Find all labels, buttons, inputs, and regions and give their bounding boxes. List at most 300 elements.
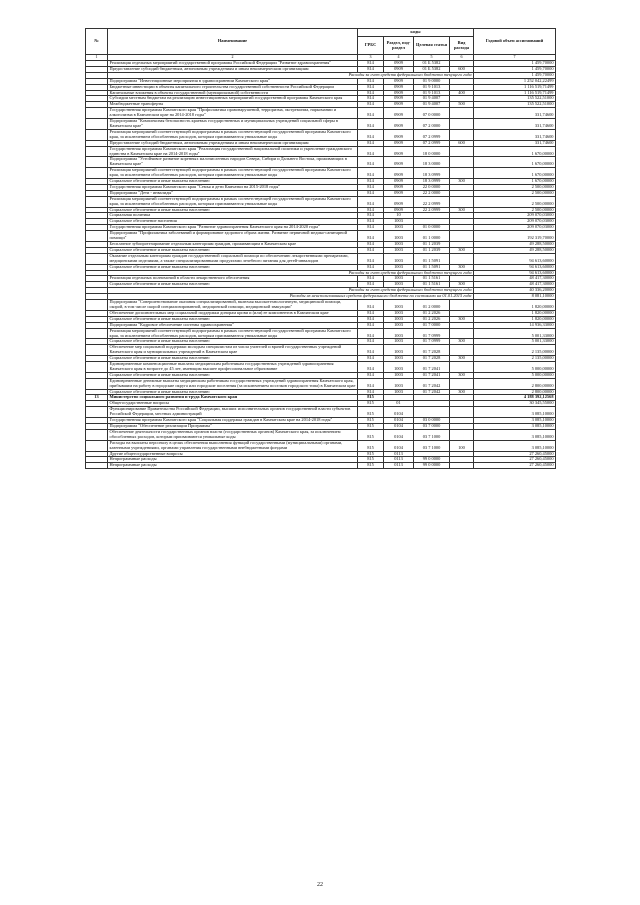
cell-vid: 300	[450, 339, 474, 345]
cell-vid	[450, 168, 474, 179]
cell-vid	[450, 157, 474, 168]
cell-name: Реализация мероприятий соответствующей подпрограммы в рамках соответствующей государственной программы Камчатского края, за исключением обособленных расходов, которым присваиваются уникальные коды	[108, 168, 358, 179]
cell-razdel: 0909	[384, 207, 414, 213]
cell-razdel: 0909	[384, 179, 414, 185]
cell-sum: 1 670,00000	[474, 179, 556, 185]
cell-cst: 22 2 0999	[414, 207, 450, 213]
cell-grbs: 814	[358, 276, 384, 282]
cell-razdel: 1003	[384, 322, 414, 328]
cell-name: Государственная программа Камчатского края "Семья и дети Камчатки на 2015-2018 годы"	[108, 184, 358, 190]
cell-vid: 300	[450, 207, 474, 213]
cell-sum: 27 260,45000	[474, 463, 556, 469]
cell-grbs: 814	[358, 102, 384, 108]
cell-cst: 07 2 0999	[414, 140, 450, 146]
cell-razdel: 1003	[384, 225, 414, 231]
cell-sum: 1 116 519,71499	[474, 84, 556, 90]
cell-cst: 99 0 0000	[414, 457, 450, 463]
cell-sum: 209 070,03000	[474, 219, 556, 225]
cell-grbs: 814	[358, 247, 384, 253]
cell-razdel: 0909	[384, 168, 414, 179]
cell-cst: 01 2 2026	[414, 316, 450, 322]
table-row	[86, 440, 556, 451]
cell-vid: 600	[450, 66, 474, 72]
cell-grbs: 814	[358, 378, 384, 389]
cell-vid	[450, 196, 474, 207]
cell-sum: 49 288,50000	[474, 242, 556, 248]
cell-razdel: 0909	[384, 184, 414, 190]
cell-name: Реализация мероприятий соответствующей подпрограммы в рамках соответствующей государственной программы Камчатского края, за исключением обособленных расходов, которым присваиваются уникальные коды	[108, 129, 358, 140]
cell-cst: 03 7 0000	[414, 424, 450, 430]
cell-cst: 01 7 2028	[414, 356, 450, 362]
cell-grbs: 814	[358, 242, 384, 248]
cell-vid	[450, 108, 474, 119]
cell-cst: 03 7 1000	[414, 429, 450, 440]
cell-cst: 01 Б 5382	[414, 66, 450, 72]
cell-grbs: 814	[358, 96, 384, 102]
cell-grbs: 814	[358, 225, 384, 231]
cell-vid: 300	[450, 356, 474, 362]
cell-vid	[450, 429, 474, 440]
cell-sum: 94 613,60000	[474, 264, 556, 270]
cell-name: Социальное обеспечение и иные выплаты населению	[108, 264, 358, 270]
cell-razdel: 1003	[384, 378, 414, 389]
cell-name: Обеспечение мер социальной поддержки молодым специалистам из числа учителей и врачей государственных учреждений Камчатского края и муниципальных учреждений в Камчатском крае	[108, 345, 358, 356]
cell-sum: 5 001,33000	[474, 328, 556, 339]
table-row	[86, 231, 556, 242]
cell-grbs: 814	[358, 108, 384, 119]
table-row	[86, 253, 556, 264]
cell-sum: 1 459,70000	[474, 66, 556, 72]
cell-sum: 49 288,50000	[474, 247, 556, 253]
cell-cst: 01 9 4007	[414, 96, 450, 102]
cell-cst: 01 9 0000	[414, 78, 450, 84]
cell-grbs: 814	[358, 219, 384, 225]
cell-razdel: 0909	[384, 61, 414, 67]
cell-razdel: 1003	[384, 310, 414, 316]
cell-cst: 01 1 2039	[414, 242, 450, 248]
header-name: Наименование	[108, 29, 358, 55]
cell-grbs: 814	[358, 78, 384, 84]
cell-grbs: 814	[358, 339, 384, 345]
cell-grbs: 814	[358, 231, 384, 242]
cell-razdel: 0909	[384, 66, 414, 72]
cell-cst: 22 0 0000	[414, 184, 450, 190]
cell-name: Государственная программа Камчатского края "Реализация государственной национальной политики и укрепление гражданского единства в Камчатском крае на 2014-2018 годы"	[108, 146, 358, 157]
cell-name: Обеспечение дополнительных мер социальной поддержки донорам крови и (или) ее компонентов в Камчатском крае	[108, 310, 358, 316]
table-body	[86, 61, 556, 469]
cell-name: Непрограммные расходы	[108, 463, 358, 469]
cell-grbs: 815	[358, 457, 384, 463]
cell-razdel: 0909	[384, 84, 414, 90]
cell-name: Единовременные денежные выплаты медицинским работникам государственных учреждений здравоохранения Камчатского края, прибывшим на работу в городские округа или городские поселения (за исключением поселков городского типа) в Камчатском крае	[108, 378, 358, 389]
cell-cst: 07 0 0000	[414, 108, 450, 119]
cell-sum: 2 500,00000	[474, 190, 556, 196]
cell-name: Государственная программа Камчатского края "Профилактика правонарушений, терроризма, экстремизма, наркомании и алкоголизма в Камчатском крае на 2014-2018 годы"	[108, 108, 358, 119]
cell-razdel: 0113	[384, 451, 414, 457]
cell-sum: 331,74600	[474, 108, 556, 119]
cell-sum: 5 001,33000	[474, 339, 556, 345]
cell-razdel: 0104	[384, 440, 414, 451]
cell-no	[86, 407, 108, 418]
cell-cst: 01 1 2039	[414, 247, 450, 253]
table-row	[86, 328, 556, 339]
cell-name: Подпрограмма "Профилактика заболеваний и формирование здорового образа жизни. Развитие первичной медико-санитарной помощи"	[108, 231, 358, 242]
cell-name: Подпрограмма "Обеспечение реализации Программы"	[108, 424, 358, 430]
cell-grbs: 814	[358, 179, 384, 185]
cell-name: Реализация отдельных полномочий в области лекарственного обеспечения	[108, 276, 358, 282]
cell-no	[86, 463, 108, 469]
cell-cst: 01 1 5091	[414, 253, 450, 264]
cell-name: Предоставление субсидий бюджетным, автономным учреждениям и иным некоммерческим организациям	[108, 140, 358, 146]
cell-sum: 3 085,10000	[474, 418, 556, 424]
cell-cst: 01 7 0000	[414, 322, 450, 328]
cell-no	[86, 345, 108, 356]
cell-razdel: 0909	[384, 146, 414, 157]
cell-name: Оказание отдельным категориям граждан государственной социальной помощи по обеспечению лекарственными препаратами, медицинскими изделиями, а также специализированными продуктами лечебного питания для детей-инвалидов	[108, 253, 358, 264]
cell-razdel: 0909	[384, 90, 414, 96]
cell-cst: 01 9 1013	[414, 84, 450, 90]
cell-vid	[450, 129, 474, 140]
cell-cst: 22 2 0999	[414, 196, 450, 207]
cell-sum: 48 417,30000	[474, 282, 556, 288]
cell-sum: 209 070,03000	[474, 225, 556, 231]
cell-razdel: 01	[384, 401, 414, 407]
cell-name: Субсидии местным бюджетам на реализацию инвестиционных мероприятий государственной программы Камчатского края	[108, 96, 358, 102]
cell-name: Социальное обеспечение населения	[108, 219, 358, 225]
cell-vid: 300	[450, 316, 474, 322]
cell-cst: 07 2 0000	[414, 119, 450, 130]
cell-name: Подпрограмма "Дети - инвалиды"	[108, 190, 358, 196]
table-row	[86, 463, 556, 469]
cell-sum: 27 260,45000	[474, 457, 556, 463]
table-row	[86, 129, 556, 140]
cell-razdel: 0104	[384, 424, 414, 430]
cell-cst: 01 7 0999	[414, 339, 450, 345]
cell-grbs: 814	[358, 322, 384, 328]
cell-grbs: 814	[358, 264, 384, 270]
table-row	[86, 345, 556, 356]
cell-cst: 01 7 0999	[414, 328, 450, 339]
cell-cst: 01 7 2041	[414, 362, 450, 373]
budget-table	[85, 28, 556, 469]
cell-razdel: 1003	[384, 247, 414, 253]
cell-razdel: 0909	[384, 157, 414, 168]
table-row	[86, 196, 556, 207]
cell-name: Министерство социального развития и труда Камчатского края	[108, 395, 358, 401]
cell-no	[86, 362, 108, 373]
table-row	[86, 157, 556, 168]
cell-no	[86, 168, 108, 179]
note-text: Расходы за счет средств федерального бюджета текущего года	[108, 288, 474, 294]
cell-no	[86, 328, 108, 339]
cell-sum: 2 135,00000	[474, 356, 556, 362]
cell-grbs: 814	[358, 207, 384, 213]
cell-cst: 01 1 5161	[414, 276, 450, 282]
cell-sum: 48 417,30000	[474, 276, 556, 282]
cell-sum: 135 522,51000	[474, 102, 556, 108]
cell-grbs: 815	[358, 440, 384, 451]
cell-grbs: 814	[358, 328, 384, 339]
cell-vid	[450, 362, 474, 373]
cell-razdel: 1003	[384, 316, 414, 322]
note-sum: 40 336,20000	[474, 288, 556, 294]
cell-cst: 07 2 0999	[414, 129, 450, 140]
cell-name: Реализация отдельных мероприятий государственной программы Российской Федерации "Развитие здравоохранения"	[108, 61, 358, 67]
cell-sum: 14 936,33000	[474, 322, 556, 328]
cell-name: Единовременные компенсационные выплаты медицинским работникам государственных учреждений здравоохранения Камчатского края в возрасте до 45 лет, имеющим высшее профессиональное образование	[108, 362, 358, 373]
cell-grbs: 814	[358, 184, 384, 190]
cell-grbs: 814	[358, 84, 384, 90]
cell-cst: 03 7 1000	[414, 440, 450, 451]
cell-name: Социальное обеспечение и иные выплаты населению	[108, 179, 358, 185]
cell-cst: 01 Б 5382	[414, 61, 450, 67]
note-text: Расходы за счет средств федерального бюджета текущего года	[108, 72, 474, 78]
cell-no	[86, 378, 108, 389]
note-sum: 94 613,60000	[474, 270, 556, 276]
cell-name: Государственная программа Камчатского края "Развитие здравоохранения Камчатского края на 2014-2020 годы"	[108, 225, 358, 231]
cell-sum: 2 500,00000	[474, 196, 556, 207]
cell-name: Межбюджетные трансферты	[108, 102, 358, 108]
cell-sum: 2 800,00000	[474, 378, 556, 389]
table-row	[86, 378, 556, 389]
cell-vid	[450, 146, 474, 157]
cell-cst: 01 7 2028	[414, 345, 450, 356]
cell-name: Социальное обеспечение и иные выплаты населению	[108, 356, 358, 362]
cell-name: Функционирование Правительства Российской Федерации, высших исполнительных органов государственной власти субъектов Российской Федерации, местных администраций	[108, 407, 358, 418]
cell-razdel: 0104	[384, 407, 414, 418]
cell-vid: 300	[450, 372, 474, 378]
cell-razdel: 1003	[384, 389, 414, 395]
cell-sum: 1 820,00000	[474, 310, 556, 316]
cell-name: Социальное обеспечение и иные выплаты населению	[108, 372, 358, 378]
cell-razdel: 0909	[384, 129, 414, 140]
page-number: 22	[317, 882, 323, 888]
cell-sum: 1 252 042,22499	[474, 78, 556, 84]
cell-vid: 500	[450, 102, 474, 108]
table-row	[86, 362, 556, 373]
cell-sum: 2 135,00000	[474, 345, 556, 356]
cell-vid	[450, 231, 474, 242]
cell-vid: 300	[450, 389, 474, 395]
cell-cst: 18 3 0000	[414, 157, 450, 168]
cell-sum: 1 459,70000	[474, 61, 556, 67]
cell-name: Социальное обеспечение и иные выплаты населению	[108, 316, 358, 322]
cell-no: 13	[86, 395, 108, 401]
cell-cst: 01 7 2042	[414, 378, 450, 389]
cell-razdel: 1003	[384, 242, 414, 248]
cell-vid	[450, 378, 474, 389]
cell-razdel: 1003	[384, 300, 414, 311]
cell-sum: 2 500,00000	[474, 184, 556, 190]
cell-name: Расходы на выплаты персоналу в целях обеспечения выполнения функций государственными (муниципальными) органами, казенными учреждениями, органами управления государственными внебюджетными фондами	[108, 440, 358, 451]
cell-razdel: 1003	[384, 219, 414, 225]
cell-cst: 01 7 2042	[414, 389, 450, 395]
cell-cst: 01 1 0000	[414, 231, 450, 242]
cell-cst: 01 1 5091	[414, 264, 450, 270]
cell-vid	[450, 328, 474, 339]
cell-razdel: 0909	[384, 108, 414, 119]
cell-cst: 01 9 1013	[414, 90, 450, 96]
cell-name: Бесплатное зубопротезирование отдельным категориям граждан, проживающим в Камчатском крае	[108, 242, 358, 248]
cell-razdel: 1003	[384, 282, 414, 288]
cell-cst: 99 0 0000	[414, 463, 450, 469]
cell-grbs: 814	[358, 372, 384, 378]
table-row	[86, 119, 556, 130]
cell-sum: 1 670,00000	[474, 157, 556, 168]
cell-razdel: 0909	[384, 196, 414, 207]
cell-grbs: 814	[358, 196, 384, 207]
table-row	[86, 407, 556, 418]
cell-no	[86, 253, 108, 264]
cell-grbs: 814	[358, 140, 384, 146]
cell-razdel: 0104	[384, 429, 414, 440]
cell-razdel: 1003	[384, 276, 414, 282]
column-numbers-row: 1 2 3 4 5 6 7	[86, 55, 556, 61]
table-row	[86, 168, 556, 179]
cell-sum: 5 000,00000	[474, 372, 556, 378]
table-row	[86, 108, 556, 119]
cell-name: Социальное обеспечение и иные выплаты населению	[108, 247, 358, 253]
cell-cst: 01 7 2041	[414, 372, 450, 378]
cell-razdel: 1003	[384, 253, 414, 264]
cell-name: Подпрограмма "Совершенствование оказания специализированной, включая высокотехнологичную, медицинской помощи, скорой, в том числе скорой специализированной, медицинской помощи, медицинской эвакуации"	[108, 300, 358, 311]
cell-no	[86, 196, 108, 207]
cell-grbs: 815	[358, 424, 384, 430]
cell-grbs: 815	[358, 429, 384, 440]
cell-sum: 331,74600	[474, 119, 556, 130]
cell-vid	[450, 300, 474, 311]
cell-cst	[414, 407, 450, 418]
cell-name: Подпрограмма "Комплексная безопасность краевых государственных и муниципальных учреждений социальной сферы в Камчатском крае"	[108, 119, 358, 130]
cell-no	[86, 429, 108, 440]
cell-name: Социальное обеспечение и иные выплаты населению	[108, 207, 358, 213]
cell-grbs: 815	[358, 451, 384, 457]
cell-cst: 01 1 5161	[414, 282, 450, 288]
cell-cst: 03 0 0000	[414, 418, 450, 424]
cell-sum: 3 085,10000	[474, 429, 556, 440]
cell-name: Социальное обеспечение и иные выплаты населению	[108, 282, 358, 288]
header-no: №	[86, 29, 108, 55]
cell-grbs: 815	[358, 418, 384, 424]
cell-vid	[450, 407, 474, 418]
cell-grbs: 814	[358, 157, 384, 168]
cell-sum: 331,74600	[474, 129, 556, 140]
cell-no	[86, 157, 108, 168]
cell-no	[86, 300, 108, 311]
cell-razdel: 10	[384, 213, 414, 219]
cell-vid: 300	[450, 247, 474, 253]
cell-razdel: 0113	[384, 463, 414, 469]
cell-grbs: 815	[358, 463, 384, 469]
cell-sum: 2 800,00000	[474, 389, 556, 395]
note-sum: 8 081,10000	[474, 294, 556, 300]
cell-name: Государственная программа Камчатского края "Социальная поддержка граждан в Камчатском крае на 2014-2018 годы"	[108, 418, 358, 424]
header-sum: Годовой объем ассигнований	[474, 29, 556, 55]
cell-razdel: 0909	[384, 119, 414, 130]
cell-sum: 209 070,03000	[474, 213, 556, 219]
cell-razdel: 1003	[384, 345, 414, 356]
cell-razdel: 1003	[384, 356, 414, 362]
cell-vid: 300	[450, 264, 474, 270]
cell-name: Подпрограмма "Устойчивое развитие коренных малочисленных народов Севера, Сибири и Дальнего Востока, проживающих в Камчатском крае"	[108, 157, 358, 168]
cell-cst: 01 9 4007	[414, 102, 450, 108]
cell-grbs: 815	[358, 401, 384, 407]
cell-name: Капитальные вложения в объекты государственной (муниципальной) собственности	[108, 90, 358, 96]
cell-sum: 1 820,00000	[474, 300, 556, 311]
cell-grbs: 814	[358, 316, 384, 322]
table-row	[86, 429, 556, 440]
cell-name: Бюджетные инвестиции в объекты капитального строительства государственной собственности Российской Федерации	[108, 84, 358, 90]
cell-name: Социальная политика	[108, 213, 358, 219]
cell-vid	[450, 119, 474, 130]
cell-cst: 18 3 0999	[414, 179, 450, 185]
table-row	[86, 146, 556, 157]
cell-vid: 100	[450, 440, 474, 451]
cell-grbs: 814	[358, 253, 384, 264]
cell-sum: 3 085,10000	[474, 440, 556, 451]
cell-sum: 4 188 392,12568	[474, 395, 556, 401]
cell-name: Предоставление субсидий бюджетным, автономным учреждениям и иным некоммерческим организациям	[108, 66, 358, 72]
cell-no	[86, 440, 108, 451]
cell-sum: 1 670,00000	[474, 168, 556, 179]
cell-name: Другие общегосударственные вопросы	[108, 451, 358, 457]
cell-razdel: 1003	[384, 339, 414, 345]
cell-sum: 1 116 519,71499	[474, 90, 556, 96]
cell-vid	[450, 253, 474, 264]
note-text: Расходы из неиспользованных средств федерального бюджета по состоянию на 01.01.2015 года	[108, 294, 474, 300]
cell-grbs: 814	[358, 61, 384, 67]
cell-sum: 1 820,00000	[474, 316, 556, 322]
cell-grbs: 814	[358, 213, 384, 219]
cell-razdel: 0909	[384, 190, 414, 196]
cell-name: Подпрограмма "Кадровое обеспечение системы здравоохранения"	[108, 322, 358, 328]
cell-no	[86, 119, 108, 130]
cell-razdel: 1003	[384, 231, 414, 242]
cell-grbs: 814	[358, 66, 384, 72]
cell-grbs: 814	[358, 362, 384, 373]
cell-razdel: 0909	[384, 96, 414, 102]
cell-grbs: 815	[358, 407, 384, 418]
cell-no	[86, 146, 108, 157]
table-header	[86, 29, 556, 61]
cell-grbs: 814	[358, 168, 384, 179]
cell-grbs: 814	[358, 119, 384, 130]
cell-cst: 01 2 0000	[414, 300, 450, 311]
cell-vid	[450, 463, 474, 469]
note-sum: 1 459,70000	[474, 72, 556, 78]
cell-name: Реализация мероприятий соответствующей подпрограммы в рамках соответствующей государственной программы Камчатского края, за исключением обособленных расходов, которым присваиваются уникальные коды	[108, 196, 358, 207]
cell-razdel: 1003	[384, 372, 414, 378]
cell-cst: 22 2 0000	[414, 190, 450, 196]
cell-grbs: 814	[358, 356, 384, 362]
cell-vid: 300	[450, 282, 474, 288]
cell-grbs: 814	[358, 282, 384, 288]
cell-sum: 5 000,00000	[474, 362, 556, 373]
cell-name: Социальное обеспечение и иные выплаты населению	[108, 389, 358, 395]
cell-name: Непрограммные расходы	[108, 457, 358, 463]
cell-sum: 27 260,45000	[474, 451, 556, 457]
cell-razdel: 0909	[384, 140, 414, 146]
cell-razdel: 1003	[384, 328, 414, 339]
cell-cst: 01 0 0000	[414, 225, 450, 231]
note-text: Расходы за счет средств федерального бюджета текущего года	[108, 270, 474, 276]
cell-name: Общегосударственные вопросы	[108, 401, 358, 407]
cell-sum: 3 085,10000	[474, 424, 556, 430]
cell-cst: 18 3 0999	[414, 168, 450, 179]
cell-sum: 192 319,70000	[474, 231, 556, 242]
cell-razdel: 0113	[384, 457, 414, 463]
header-razdel: Раздел, под-раздел	[384, 37, 414, 55]
